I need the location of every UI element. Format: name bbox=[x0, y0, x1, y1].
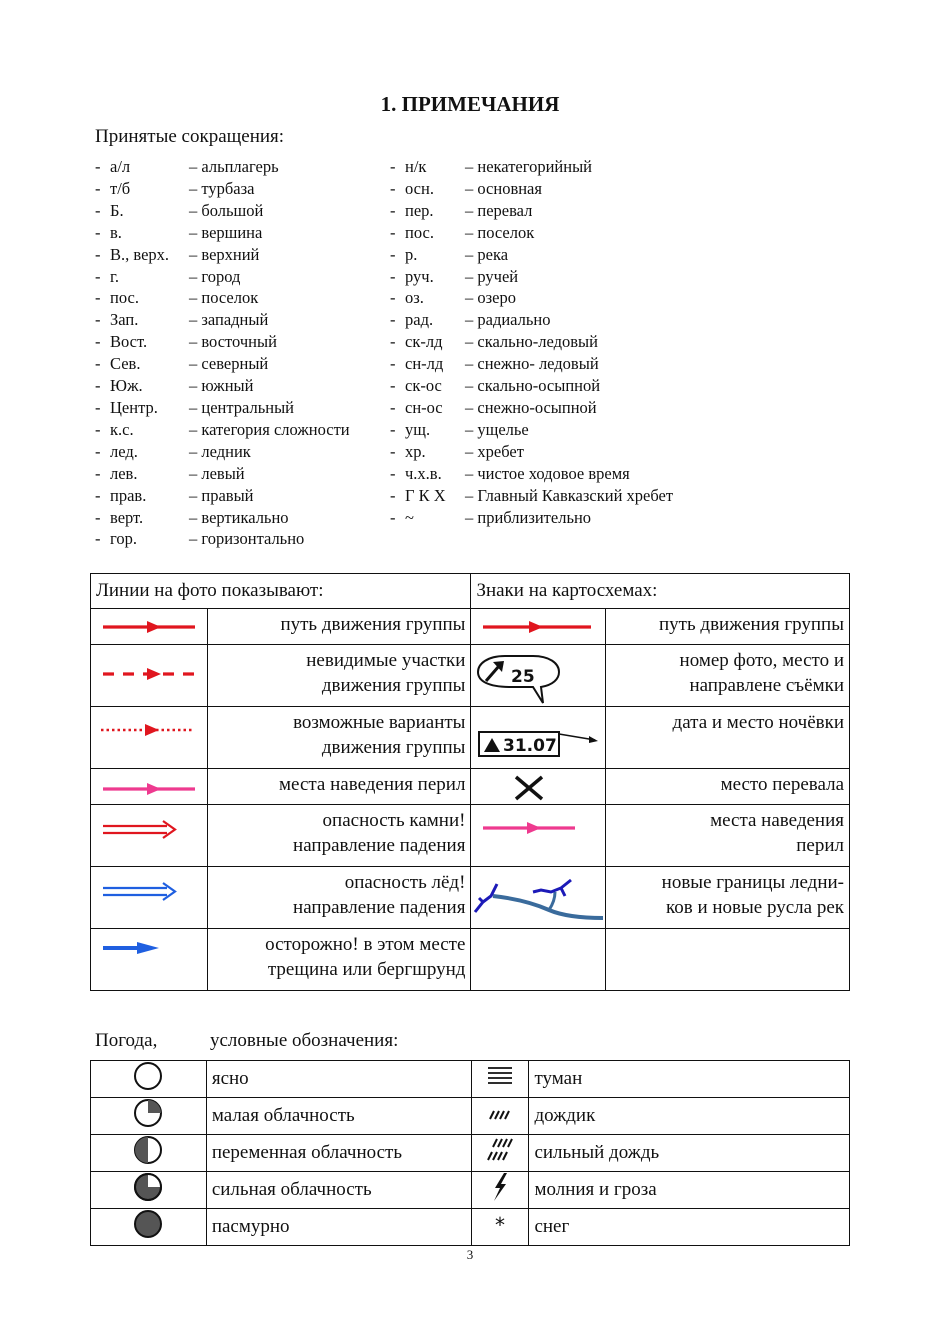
photo-number-bubble-icon bbox=[471, 645, 606, 707]
map-sign-label-photo: номер фото, место и направлене съёмки bbox=[606, 645, 850, 707]
hidden-route-dashed-symbol bbox=[91, 645, 208, 707]
abbreviation-row bbox=[95, 528, 350, 550]
abbreviation-row bbox=[95, 419, 350, 441]
abbreviation-row bbox=[95, 287, 350, 309]
abbreviation-key: Центр. bbox=[110, 397, 158, 417]
abbreviation-row bbox=[95, 178, 350, 200]
photo-line-label-icefall: опасность лёд! направление падения bbox=[208, 867, 471, 929]
abbreviation-meaning: – категория сложности bbox=[189, 419, 350, 439]
map-sign-label-route: путь движения группы bbox=[606, 609, 850, 645]
abbreviation-meaning: – южный bbox=[189, 376, 254, 396]
abbreviation-row bbox=[390, 287, 673, 309]
photo-line-label-route: путь движения группы bbox=[208, 609, 471, 645]
abbreviation-meaning: – радиально bbox=[465, 310, 551, 330]
abbreviation-row bbox=[95, 441, 350, 463]
weather-heading-left: Погода, bbox=[95, 1030, 158, 1051]
abbreviation-meaning: – снежно-осыпной bbox=[465, 397, 597, 417]
abbreviation-key: верт. bbox=[110, 507, 144, 527]
abbreviation-key: прав. bbox=[110, 485, 147, 505]
abbreviation-meaning: – северный bbox=[189, 354, 269, 374]
bullet-dash: - bbox=[95, 332, 101, 352]
abbreviation-row bbox=[390, 266, 673, 288]
abbreviation-row bbox=[390, 419, 673, 441]
abbreviation-row bbox=[390, 397, 673, 419]
bullet-dash: - bbox=[390, 244, 396, 264]
bullet-dash: - bbox=[95, 419, 101, 439]
page-number: 3 bbox=[466, 1247, 474, 1262]
abbreviation-key: т/б bbox=[110, 178, 131, 198]
abbreviation-meaning: – вершина bbox=[189, 222, 263, 242]
overcast-icon bbox=[91, 1209, 207, 1246]
abbreviation-row bbox=[390, 375, 673, 397]
bullet-dash: - bbox=[95, 441, 101, 461]
map-sign-label-glacier: новые границы ледни- ков и новые русла рек bbox=[606, 867, 850, 929]
abbreviation-meaning: – скально-осыпной bbox=[465, 376, 601, 396]
bullet-dash: - bbox=[390, 507, 396, 527]
photo-line-label-rope: места наведения перил bbox=[208, 769, 471, 805]
abbreviation-key: г. bbox=[110, 266, 120, 286]
bullet-dash: - bbox=[95, 157, 101, 176]
snow-icon bbox=[471, 1209, 529, 1246]
weather-label-overcast: пасмурно bbox=[206, 1209, 471, 1246]
abbreviation-meaning: – альплагерь bbox=[189, 157, 279, 176]
abbreviation-row bbox=[95, 309, 350, 331]
abbreviation-key: лев. bbox=[110, 463, 138, 483]
abbreviation-row bbox=[390, 507, 673, 529]
empty-cell bbox=[471, 929, 606, 991]
abbreviation-meaning: – поселок bbox=[189, 288, 259, 308]
bullet-dash: - bbox=[390, 157, 396, 176]
abbreviations-subtitle: Принятые сокращения: bbox=[95, 126, 285, 147]
weather-label-thunderstorm: молния и гроза bbox=[529, 1172, 850, 1209]
abbreviation-key: к.с. bbox=[110, 419, 134, 439]
abbreviation-key: Сев. bbox=[110, 354, 141, 374]
glacier-river-icon bbox=[471, 867, 606, 929]
abbreviation-row bbox=[390, 485, 673, 507]
abbreviation-key: ущ. bbox=[405, 419, 431, 439]
weather-table bbox=[90, 1060, 850, 1246]
abbreviation-row bbox=[95, 200, 350, 222]
mostly-cloudy-icon bbox=[91, 1172, 207, 1209]
map-sign-label-camp: дата и место ночёвки bbox=[606, 707, 850, 769]
abbreviation-key: Б. bbox=[110, 200, 124, 220]
abbreviation-meaning: – некатегорийный bbox=[465, 157, 592, 176]
map-route-line-symbol bbox=[471, 609, 606, 645]
abbreviation-row bbox=[390, 156, 673, 178]
abbreviation-key: пос. bbox=[110, 288, 139, 308]
photo-number-text: 25 bbox=[511, 666, 536, 687]
bullet-dash: - bbox=[390, 288, 396, 308]
abbreviation-row bbox=[95, 463, 350, 485]
weather-label-snow: снег bbox=[529, 1209, 850, 1246]
abbreviation-row bbox=[95, 222, 350, 244]
abbreviation-key: ск-лд bbox=[405, 332, 443, 352]
abbreviation-meaning: – Главный Кавказский хребет bbox=[465, 485, 674, 505]
abbreviation-meaning: – город bbox=[189, 266, 241, 286]
abbreviation-meaning: – западный bbox=[189, 310, 269, 330]
page-title: 1. ПРИМЕЧАНИЯ bbox=[380, 92, 560, 116]
empty-cell bbox=[606, 929, 850, 991]
bullet-dash: - bbox=[390, 485, 396, 505]
abbreviation-row bbox=[390, 353, 673, 375]
abbreviation-meaning: – вертикально bbox=[189, 507, 289, 527]
abbreviation-key: ск-ос bbox=[405, 376, 442, 396]
abbreviation-meaning: – снежно- ледовый bbox=[465, 354, 599, 374]
svg-text:*: * bbox=[494, 1213, 505, 1236]
abbreviation-row bbox=[390, 441, 673, 463]
abbreviation-row bbox=[95, 266, 350, 288]
weather-label-mostly-cloudy: сильная облачность bbox=[206, 1172, 471, 1209]
bullet-dash: - bbox=[95, 244, 101, 264]
bullet-dash: - bbox=[95, 266, 101, 286]
abbreviations-left-column bbox=[95, 156, 350, 550]
abbreviation-meaning: – турбаза bbox=[189, 178, 255, 198]
abbreviation-row bbox=[95, 353, 350, 375]
bullet-dash: - bbox=[390, 332, 396, 352]
map-rope-line-symbol bbox=[471, 805, 606, 867]
abbreviation-meaning: – левый bbox=[189, 463, 245, 483]
bullet-dash: - bbox=[95, 310, 101, 330]
rope-line-symbol bbox=[91, 769, 208, 805]
legend-table bbox=[90, 573, 850, 991]
abbreviation-key: лед. bbox=[110, 441, 138, 461]
abbreviation-key: В., верх. bbox=[110, 244, 170, 264]
abbreviation-row bbox=[390, 463, 673, 485]
abbreviation-row bbox=[95, 397, 350, 419]
abbreviation-meaning: – река bbox=[465, 244, 509, 264]
abbreviation-key: а/л bbox=[110, 157, 131, 176]
map-sign-label-pass: место перевала bbox=[606, 769, 850, 805]
abbreviation-meaning: – основная bbox=[465, 178, 542, 198]
bullet-dash: - bbox=[95, 376, 101, 396]
abbreviation-meaning: – восточный bbox=[189, 332, 277, 352]
heavy-rain-icon bbox=[471, 1135, 529, 1172]
abbreviation-key: Юж. bbox=[110, 376, 143, 396]
abbreviation-meaning: – перевал bbox=[465, 200, 533, 220]
abbreviation-meaning: – верхний bbox=[189, 244, 260, 264]
abbreviation-row bbox=[390, 178, 673, 200]
abbreviation-meaning: – ледник bbox=[189, 441, 251, 461]
clear-sky-icon bbox=[91, 1061, 207, 1098]
weather-label-drizzle: дождик bbox=[529, 1098, 850, 1135]
drizzle-icon bbox=[471, 1098, 529, 1135]
abbreviation-row bbox=[390, 222, 673, 244]
partly-cloudy-icon bbox=[91, 1135, 207, 1172]
abbreviation-key: Г К Х bbox=[405, 485, 446, 505]
abbreviation-meaning: – чистое ходовое время bbox=[465, 463, 630, 483]
abbreviation-row bbox=[95, 507, 350, 529]
possible-route-dotted-symbol bbox=[91, 707, 208, 769]
photo-line-label-crevasse: осторожно! в этом месте трещина или бергшрунд bbox=[208, 929, 471, 991]
thunderstorm-icon bbox=[471, 1172, 529, 1209]
abbreviation-row bbox=[390, 331, 673, 353]
route-line-symbol bbox=[91, 609, 208, 645]
abbreviation-row bbox=[390, 200, 673, 222]
bullet-dash: - bbox=[390, 376, 396, 396]
abbreviation-key: пос. bbox=[405, 222, 434, 242]
bullet-dash: - bbox=[390, 200, 396, 220]
abbreviation-key: пер. bbox=[405, 200, 434, 220]
abbreviation-key: ~ bbox=[405, 507, 414, 527]
pass-cross-icon bbox=[471, 769, 606, 805]
abbreviation-meaning: – горизонтально bbox=[189, 529, 305, 549]
abbreviation-key: р. bbox=[405, 244, 418, 264]
camp-date-text: 31.07 bbox=[503, 735, 558, 756]
fog-icon bbox=[471, 1061, 529, 1098]
bullet-dash: - bbox=[95, 529, 101, 549]
abbreviation-key: н/к bbox=[405, 157, 427, 176]
few-clouds-icon bbox=[91, 1098, 207, 1135]
rockfall-double-arrow-symbol bbox=[91, 805, 208, 867]
bullet-dash: - bbox=[390, 397, 396, 417]
weather-label-clear: ясно bbox=[206, 1061, 471, 1098]
bullet-dash: - bbox=[95, 354, 101, 374]
bullet-dash: - bbox=[95, 288, 101, 308]
abbreviation-key: руч. bbox=[405, 266, 434, 286]
abbreviation-row bbox=[390, 244, 673, 266]
abbreviation-row bbox=[95, 375, 350, 397]
abbreviation-meaning: – большой bbox=[189, 200, 264, 220]
abbreviation-meaning: – скально-ледовый bbox=[465, 332, 598, 352]
weather-label-heavy-rain: сильный дождь bbox=[529, 1135, 850, 1172]
map-sign-label-rope: места наведения перил bbox=[606, 805, 850, 867]
abbreviation-row bbox=[95, 156, 350, 178]
weather-label-few-clouds: малая облачность bbox=[206, 1098, 471, 1135]
abbreviation-key: осн. bbox=[405, 178, 434, 198]
abbreviation-meaning: – приблизительно bbox=[465, 507, 592, 527]
abbreviation-row bbox=[95, 244, 350, 266]
weather-label-partly-cloudy: переменная облачность bbox=[206, 1135, 471, 1172]
abbreviation-key: Вост. bbox=[110, 332, 148, 352]
abbreviation-key: в. bbox=[110, 222, 122, 242]
bullet-dash: - bbox=[390, 419, 396, 439]
bullet-dash: - bbox=[390, 463, 396, 483]
bullet-dash: - bbox=[95, 222, 101, 242]
photo-line-label-rockfall: опасность камни! направление падения bbox=[208, 805, 471, 867]
bullet-dash: - bbox=[390, 441, 396, 461]
photo-lines-header: Линии на фото показывают: bbox=[91, 574, 471, 609]
bullet-dash: - bbox=[95, 507, 101, 527]
abbreviation-row bbox=[95, 331, 350, 353]
bullet-dash: - bbox=[95, 200, 101, 220]
abbreviations-right-column bbox=[390, 156, 673, 528]
abbreviation-key: хр. bbox=[405, 441, 426, 461]
bullet-dash: - bbox=[95, 397, 101, 417]
bullet-dash: - bbox=[95, 463, 101, 483]
abbreviation-key: рад. bbox=[405, 310, 434, 330]
bullet-dash: - bbox=[390, 310, 396, 330]
abbreviation-meaning: – правый bbox=[189, 485, 254, 505]
abbreviation-meaning: – хребет bbox=[465, 441, 524, 461]
photo-line-label-hidden: невидимые участки движения группы bbox=[208, 645, 471, 707]
map-signs-header: Знаки на картосхемах: bbox=[471, 574, 850, 609]
weather-label-fog: туман bbox=[529, 1061, 850, 1098]
abbreviation-meaning: – центральный bbox=[189, 397, 294, 417]
bullet-dash: - bbox=[390, 222, 396, 242]
camp-date-icon bbox=[471, 707, 606, 769]
abbreviation-meaning: – ущелье bbox=[465, 419, 529, 439]
abbreviation-key: гор. bbox=[110, 529, 137, 549]
bullet-dash: - bbox=[95, 485, 101, 505]
abbreviation-key: оз. bbox=[405, 288, 424, 308]
weather-heading-right: условные обозначения: bbox=[210, 1030, 399, 1051]
bullet-dash: - bbox=[95, 178, 101, 198]
abbreviation-meaning: – поселок bbox=[465, 222, 535, 242]
abbreviation-row bbox=[95, 485, 350, 507]
abbreviation-key: ч.х.в. bbox=[405, 463, 442, 483]
abbreviation-key: сн-лд bbox=[405, 354, 444, 374]
icefall-double-arrow-symbol bbox=[91, 867, 208, 929]
photo-line-label-possible: возможные варианты движения группы bbox=[208, 707, 471, 769]
abbreviation-key: Зап. bbox=[110, 310, 139, 330]
abbreviation-meaning: – озеро bbox=[465, 288, 516, 308]
bullet-dash: - bbox=[390, 266, 396, 286]
abbreviation-row bbox=[390, 309, 673, 331]
bullet-dash: - bbox=[390, 354, 396, 374]
abbreviation-meaning: – ручей bbox=[465, 266, 519, 286]
crevasse-arrow-symbol bbox=[91, 929, 208, 991]
bullet-dash: - bbox=[390, 178, 396, 198]
abbreviation-key: сн-ос bbox=[405, 397, 443, 417]
